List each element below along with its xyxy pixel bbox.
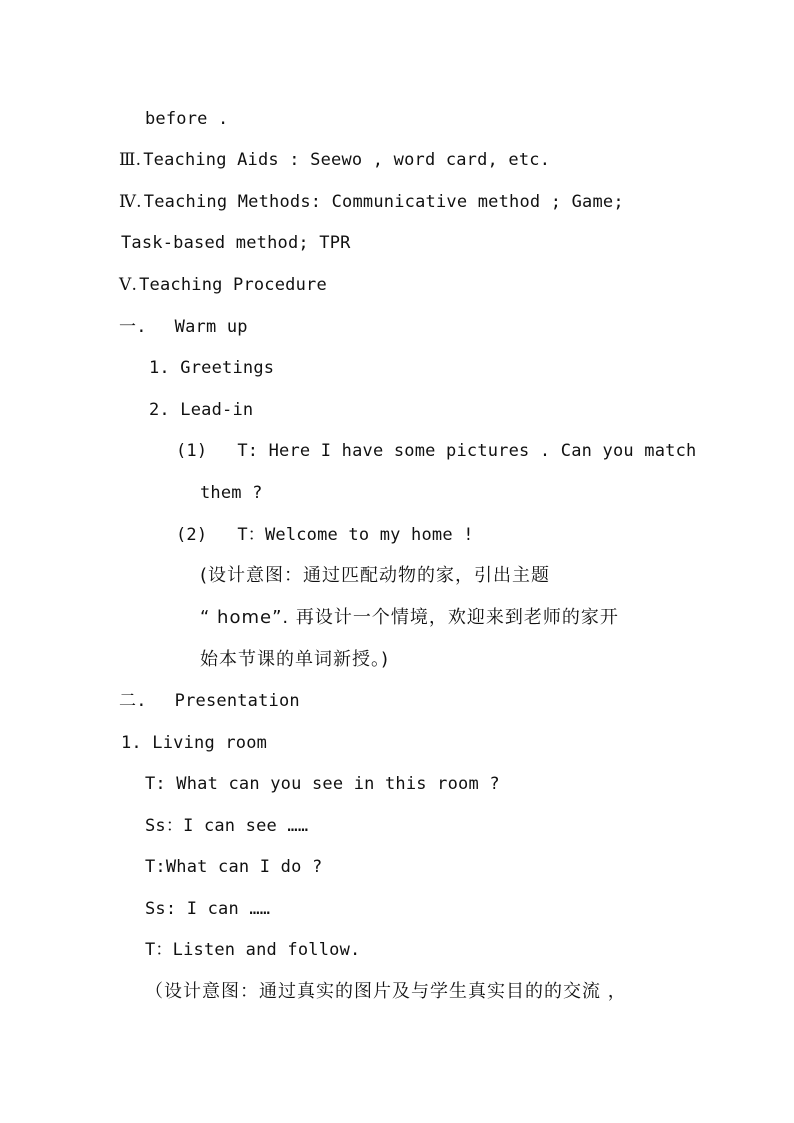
line-text: Task-based method; TPR	[121, 233, 351, 253]
line-text: Ss：I can see ……	[145, 816, 309, 836]
line-text: “ home”. 再设计一个情境，欢迎来到老师的家开	[200, 607, 619, 628]
list-marker: 一.	[119, 317, 147, 337]
text-line-lead-in-1b	[200, 482, 263, 504]
text-line-methods-2	[121, 232, 351, 254]
line-text: Teaching Aids : Seewo , word card, etc.	[143, 150, 551, 170]
text-line-methods-1	[119, 191, 624, 213]
list-marker: (1)	[176, 441, 208, 461]
line-text: Teaching Procedure	[139, 275, 327, 295]
line-text: 始本节课的单词新授。)	[200, 649, 390, 670]
text-line-lead-in	[149, 399, 253, 421]
line-text: T: Here I have some pictures . Can you match	[237, 441, 697, 461]
line-text: 2. Lead-in	[149, 400, 254, 420]
line-text: 1. Greetings	[149, 358, 275, 378]
text-line-t-do	[145, 856, 322, 878]
line-text: 1. Living room	[121, 733, 268, 753]
text-line-lead-in-2	[176, 524, 474, 546]
line-text: (设计意图：通过匹配动物的家，引出主题	[200, 565, 551, 586]
line-text: Teaching Methods: Communicative method ; Game;	[143, 192, 624, 212]
text-line-ss-see	[145, 815, 308, 837]
text-line-before	[145, 108, 228, 130]
list-marker: Ⅲ.	[119, 150, 142, 170]
list-marker: 二.	[119, 691, 147, 711]
text-line-design-1c	[200, 649, 389, 671]
line-text: before .	[145, 109, 229, 129]
text-line-section-1	[119, 316, 248, 338]
line-text: T: What can you see in this room ?	[145, 774, 500, 794]
line-text: T:What can I do ?	[145, 857, 323, 877]
text-line-design-1b	[200, 607, 619, 629]
line-text: T：Welcome to my home !	[237, 525, 474, 545]
line-text: them ?	[200, 483, 263, 503]
line-text: T：Listen and follow.	[145, 940, 361, 960]
text-line-procedure	[119, 274, 327, 296]
text-line-aids	[119, 149, 550, 171]
list-marker: Ⅳ.	[119, 192, 142, 212]
text-line-t-listen	[145, 939, 360, 961]
text-line-lead-in-1a	[176, 440, 696, 462]
line-text: Presentation	[174, 691, 300, 711]
text-line-ss-can	[145, 898, 270, 920]
line-text: Warm up	[174, 317, 248, 337]
list-marker: (2)	[176, 525, 208, 545]
text-line-t-see	[145, 773, 500, 795]
line-text: （设计意图：通过真实的图片及与学生真实目的的交流 ，	[145, 981, 627, 1002]
text-line-greetings	[149, 357, 274, 379]
text-line-design-1a	[200, 565, 550, 587]
list-marker: Ⅴ.	[119, 275, 138, 295]
text-line-section-2	[119, 690, 300, 712]
line-text: Ss: I can ……	[145, 899, 271, 919]
text-line-living-room	[121, 732, 267, 754]
text-line-design-2a	[145, 981, 627, 1003]
